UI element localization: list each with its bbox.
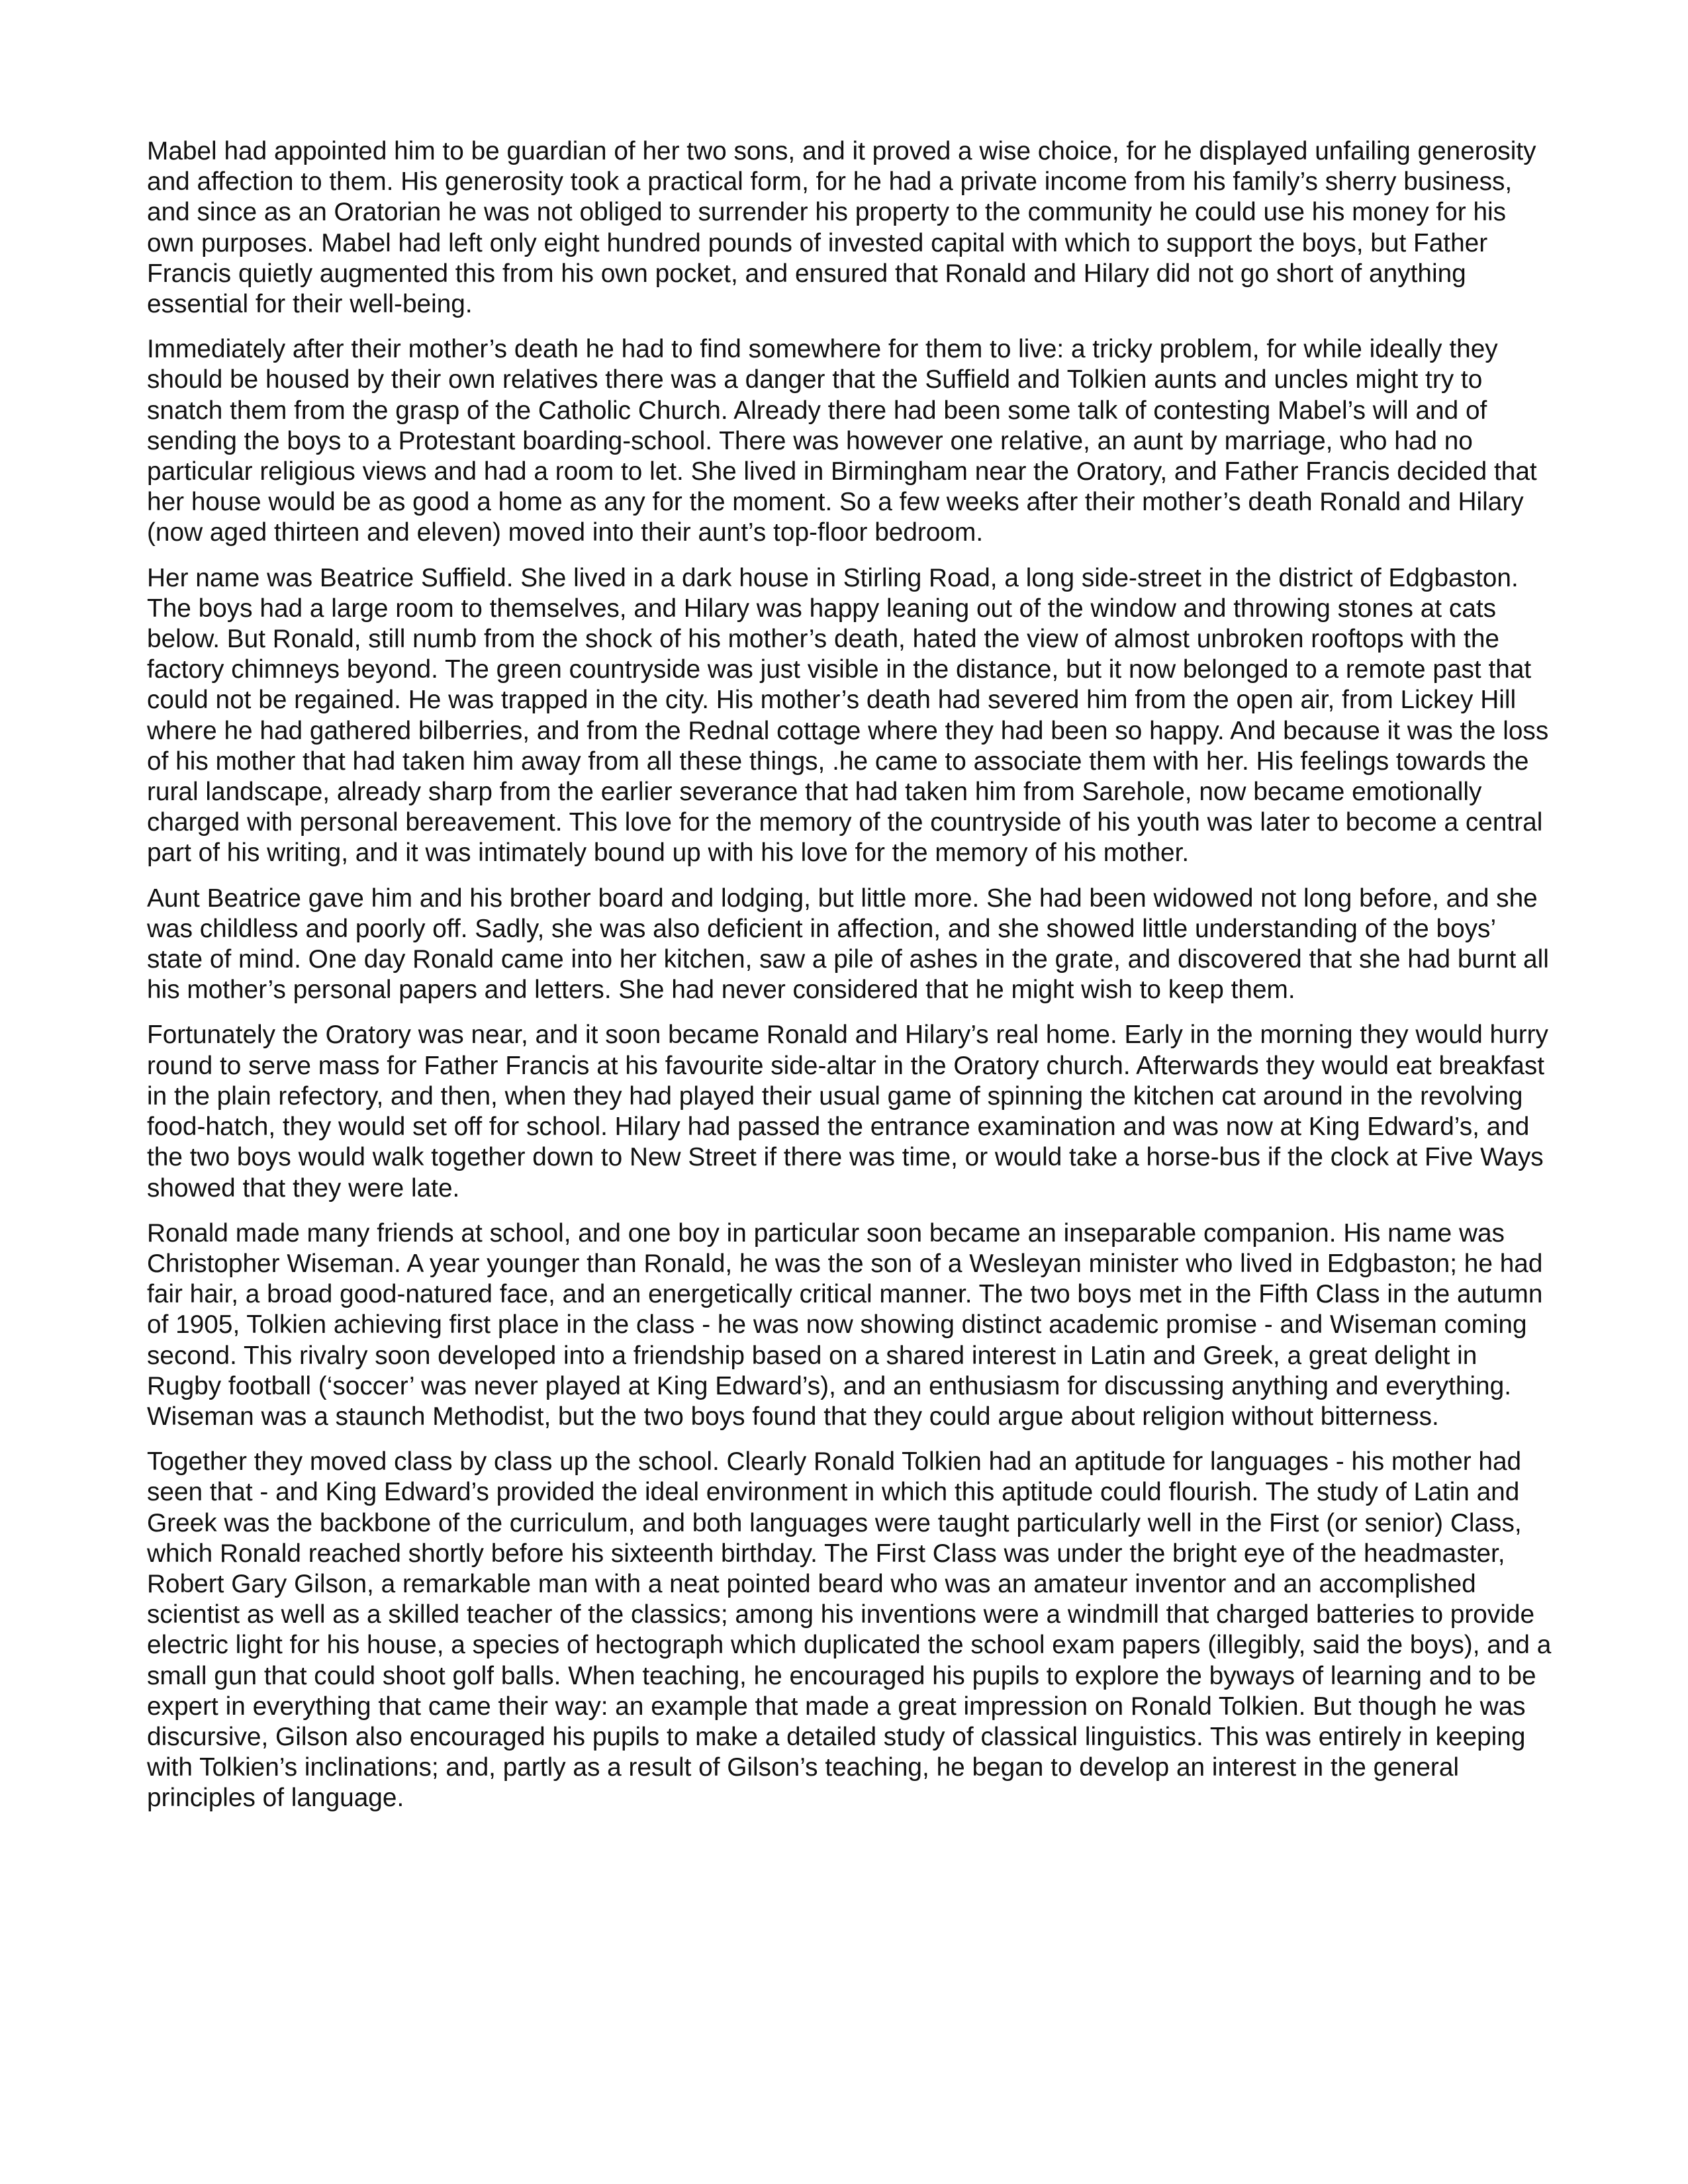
- paragraph-wiseman: Ronald made many friends at school, and one boy in particular soon became an inseparable companion. His name was Christopher Wiseman. A year younger than Ronald, he was the son of a Wesleyan minister who lived in Edgbaston; he had fair hair, a broad good-natured face, and an energetically critical manner. The two boys met in the Fifth Class in the autumn of 1905, Tolkien achieving first place in the class - he was now showing distinct academic promise - and Wiseman coming second. This rivalry soon developed into a friendship based on a shared interest in Latin and Greek, a great delight in Rugby football (‘soccer’ was never played at King Edward’s), and an enthusiasm for discussing anything and everything. Wiseman was a staunch Methodist, but the two boys found that they could argue about religion without bitterness.: [147, 1218, 1543, 1431]
- paragraph-gilson: Together they moved class by class up the school. Clearly Ronald Tolkien had an aptitude for languages - his mother had seen that - and King Edward’s provided the ideal environment in which this aptitude could flourish. The study of Latin and Greek was the backbone of the curriculum, and both languages were taught particularly well in the First (or senior) Class, which Ronald reached shortly before his sixteenth birthday. The First Class was under the bright eye of the headmaster, Robert Gary Gilson, a remarkable man with a neat pointed beard who was an amateur inventor and an accomplished scientist as well as a skilled teacher of the classics; among his inventions were a windmill that charged batteries to provide electric light for his house, a species of hectograph which duplicated the school exam papers (illegibly, said the boys), and a small gun that could shoot golf balls. When teaching, he encouraged his pupils to explore the byways of learning and to be expert in everything that came their way: an example that made a great impression on Ronald Tolkien. But though he was discursive, Gilson also encouraged his pupils to make a detailed study of classical linguistics. This was entirely in keeping with Tolkien’s inclinations; and, partly as a result of Gilson’s teaching, he began to develop an interest in the general principles of language.: [147, 1447, 1552, 1813]
- paragraph-aunt-beatrice: Aunt Beatrice gave him and his brother board and lodging, but little more. She had been widowed not long before, and she was childless and poorly off. Sadly, she was also deficient in affection, and she showed little understanding of the boys’ state of mind. One day Ronald came into her kitchen, saw a pile of ashes in the grate, and discovered that she had burnt all his mother’s personal papers and letters. She had never considered that he might wish to keep them.: [147, 884, 1549, 1005]
- paragraph-new-home: Immediately after their mother’s death he had to find somewhere for them to live: a tricky problem, for while ideally they should be housed by their own relatives there was a danger that the Suffield and Tolkien aunts and uncles might try to snatch them from the grasp of the Catholic Church. Already there had been some talk of contesting Mabel’s will and of sending the boys to a Protestant boarding-school. There was however one relative, an aunt by marriage, who had no particular religious views and had a room to let. She lived in Birmingham near the Oratory, and Father Francis decided that her house would be as good a home as any for the moment. So a few weeks after their mother’s death Ronald and Hilary (now aged thirteen and eleven) moved into their aunt’s top-floor bedroom.: [147, 335, 1537, 547]
- document-page: [147, 136, 1552, 1829]
- paragraph-guardian: Mabel had appointed him to be guardian of her two sons, and it proved a wise choice, for he displayed unfailing generosity and affection to them. His generosity took a practical form, for he had a private income from his family’s sherry business, and since as an Oratorian he was not obliged to surrender his property to the community he could use his money for his own purposes. Mabel had left only eight hundred pounds of invested capital with which to support the boys, but Father Francis quietly augmented this from his own pocket, and ensured that Ronald and Hilary did not go short of anything essential for their well-being.: [147, 137, 1536, 319]
- paragraph-oratory: Fortunately the Oratory was near, and it soon became Ronald and Hilary’s real home. Early in the morning they would hurry round to serve mass for Father Francis at his favourite side-altar in the Oratory church. Afterwards they would eat breakfast in the plain refectory, and then, when they had played their usual game of spinning the kitchen cat around in the revolving food-hatch, they would set off for school. Hilary had passed the entrance examination and was now at King Edward’s, and the two boys would walk together down to New Street if there was time, or would take a horse-bus if the clock at Five Ways showed that they were late.: [147, 1021, 1548, 1203]
- paragraph-beatrice-suffield: Her name was Beatrice Suffield. She lived in a dark house in Stirling Road, a long side-street in the district of Edgbaston. The boys had a large room to themselves, and Hilary was happy leaning out of the window and throwing stones at cats below. But Ronald, still numb from the shock of his mother’s death, hated the view of almost unbroken rooftops with the factory chimneys beyond. The green countryside was just visible in the distance, but it now belonged to a remote past that could not be regained. He was trapped in the city. His mother’s death had severed him from the open air, from Lickey Hill where he had gathered bilberries, and from the Rednal cottage where they had been so happy. And because it was the loss of his mother that had taken him away from all these things, .he came to associate them with her. His feelings towards the rural landscape, already sharp from the earlier severance that had taken him from Sarehole, now became emotionally charged with personal bereavement. This love for the memory of the countryside of his youth was later to become a central part of his writing, and it was intimately bound up with his love for the memory of his mother.: [147, 563, 1549, 868]
